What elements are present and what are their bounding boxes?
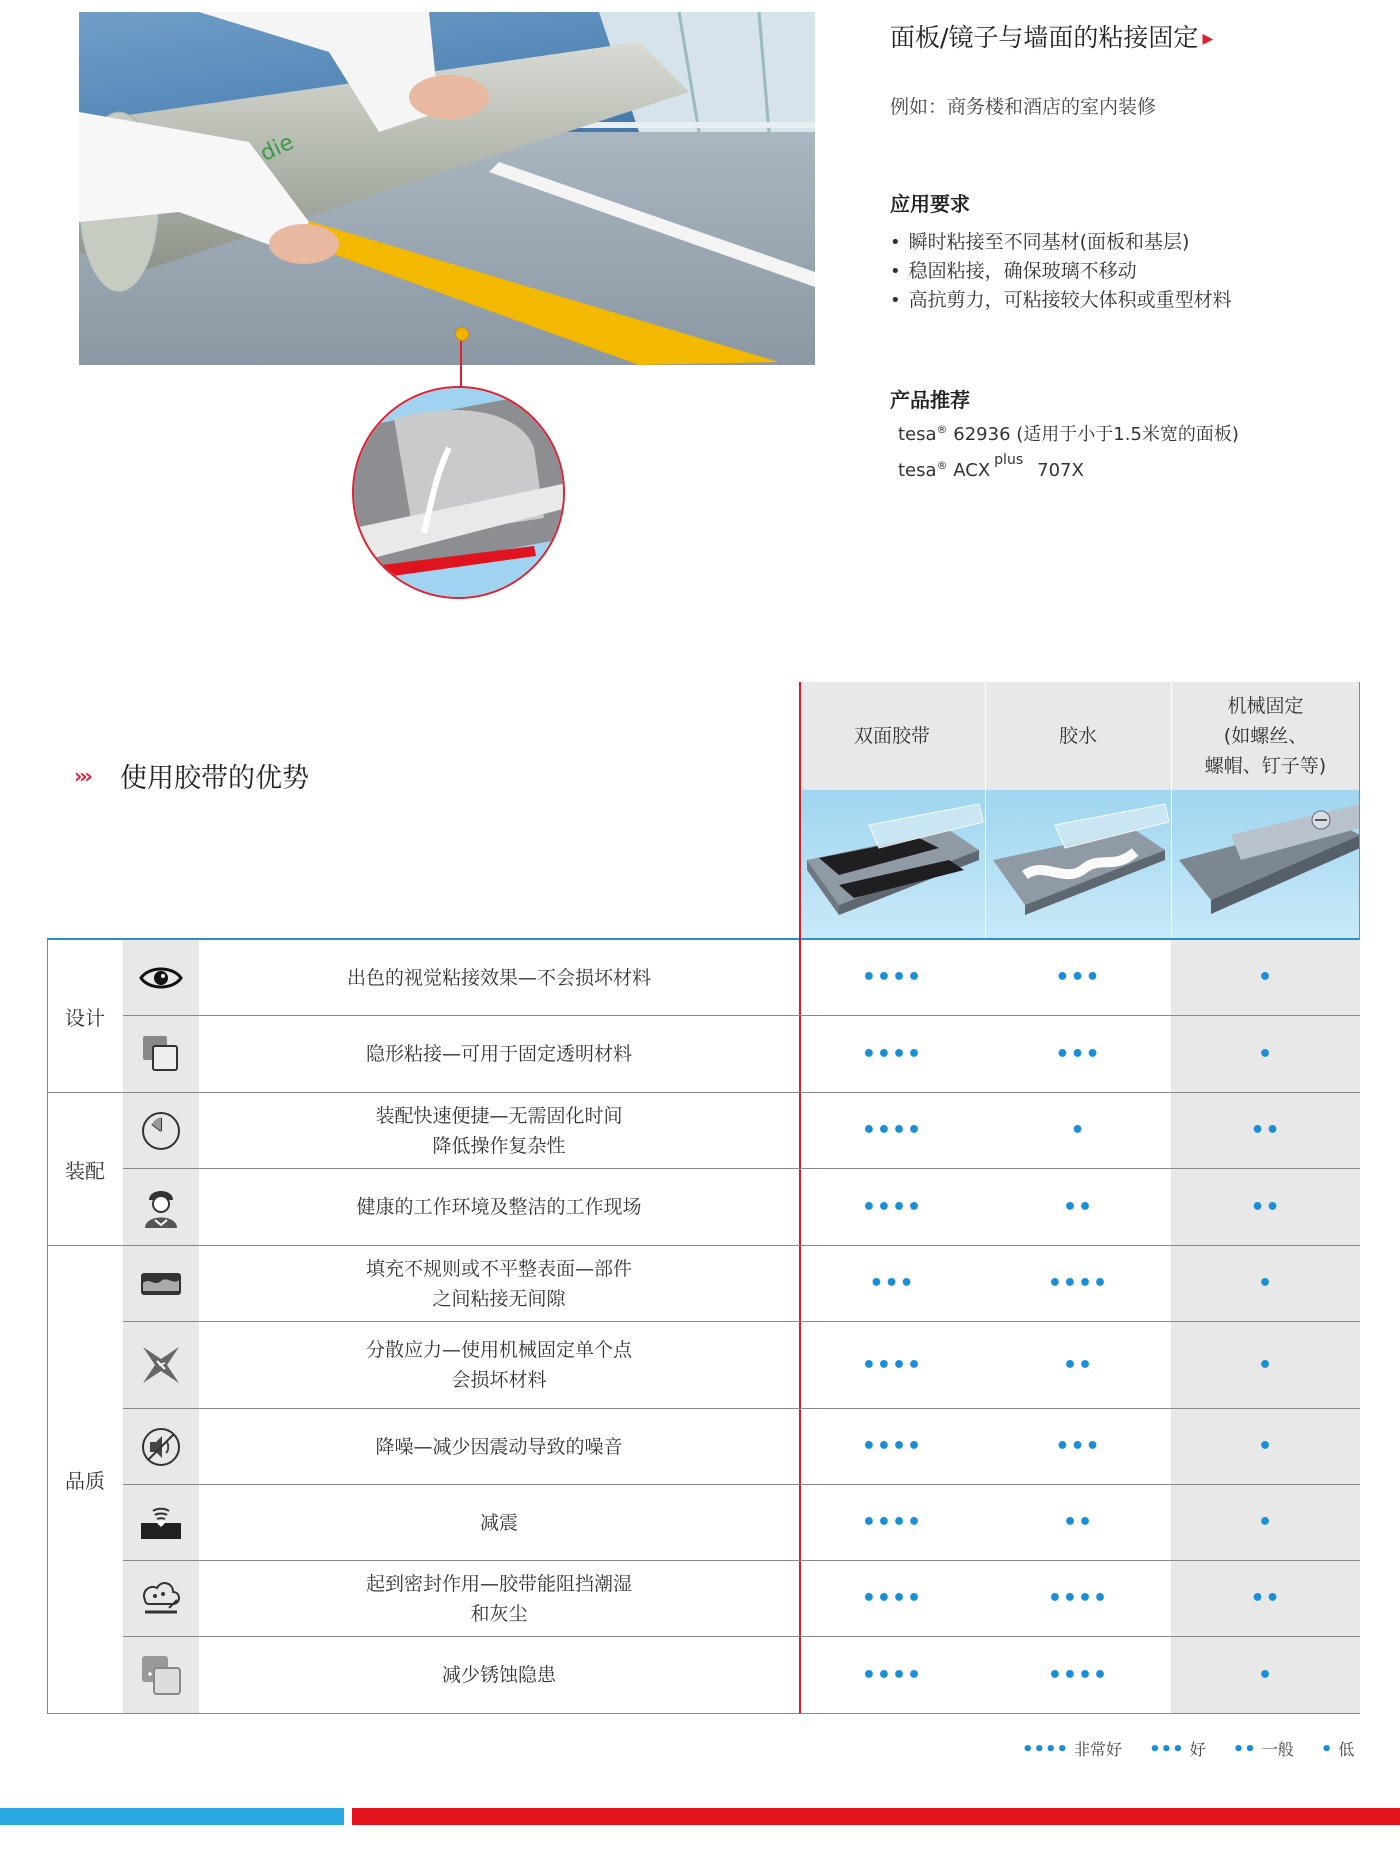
rating-dots: ••• [1055, 965, 1101, 990]
legend-dots: • [1320, 1739, 1333, 1760]
product-item [898, 452, 1084, 481]
rating-dots: •• [1062, 1352, 1094, 1378]
row-description: 隐形粘接—可用于固定透明材料 [365, 1043, 632, 1065]
example-text: 例如：商务楼和酒店的室内装修 [890, 96, 1157, 118]
comparison-table [47, 682, 1360, 1714]
rating-dots: •••• [861, 965, 923, 990]
rating-dots: •• [1171, 1169, 1360, 1245]
worker-icon [123, 1169, 199, 1245]
table-row [47, 1637, 1360, 1713]
rating-dots: • [1171, 1409, 1360, 1484]
column-header-tape: 双面胶带 [799, 682, 985, 790]
page-heading [890, 18, 1213, 54]
callout-dot [455, 327, 469, 341]
table-row [47, 1485, 1360, 1560]
legend-item [1321, 1740, 1355, 1759]
product-code: 707X [1037, 460, 1084, 481]
footer-bar-red [352, 1808, 1400, 1825]
rating-dots: • [1171, 1246, 1360, 1321]
legend-dots: ••• [1149, 1739, 1184, 1760]
rating-dots: • [1171, 940, 1360, 1015]
rating-dots: •••• [861, 1352, 923, 1378]
row-description: 减少锈蚀隐患 [441, 1664, 556, 1686]
product-plus: plus [994, 452, 1024, 468]
column-header-glue: 胶水 [985, 682, 1171, 790]
legend-dots: •• [1232, 1739, 1256, 1760]
legend-item [1022, 1740, 1122, 1759]
table-row [47, 940, 1360, 1015]
column-header-mechanical: 机械固定 (如螺丝、 螺帽、钉子等) [1171, 682, 1360, 790]
corrosion-icon [123, 1637, 199, 1713]
legend-label: 非常好 [1074, 1740, 1123, 1759]
clock-icon [123, 1093, 199, 1168]
rating-dots: • [1171, 1322, 1360, 1408]
header-separator [1171, 682, 1172, 938]
glue-illustration [985, 790, 1171, 938]
application-photo [79, 12, 815, 365]
triple-chevron-icon: ››› [74, 764, 90, 788]
rating-dots: •••• [861, 1586, 923, 1611]
rating-dots: •• [1062, 1194, 1094, 1220]
row-description: 起到密封作用—胶带能阻挡潮湿 和灰尘 [365, 1572, 632, 1625]
products-title: 产品推荐 [890, 388, 970, 412]
rating-dots: •••• [861, 1662, 923, 1688]
uneven-surface-icon [123, 1246, 199, 1321]
rating-dots: ••• [869, 1271, 915, 1296]
rating-dots: •• [1171, 1561, 1360, 1636]
table-row [47, 1409, 1360, 1484]
sealing-icon [123, 1561, 199, 1636]
product-name: 62936 (适用于小于1.5米宽的面板) [947, 424, 1239, 445]
rating-dots: •• [1171, 1093, 1360, 1168]
table-row [47, 1169, 1360, 1245]
product-brand: tesa [898, 424, 937, 445]
row-description: 减震 [479, 1511, 518, 1534]
tape-illustration [799, 790, 985, 938]
rating-dots: ••• [1055, 1434, 1101, 1459]
footer-bar-blue [0, 1808, 344, 1825]
requirements-title: 应用要求 [890, 192, 970, 216]
noise-reduction-icon [123, 1409, 199, 1484]
row-description: 健康的工作环境及整洁的工作现场 [356, 1196, 642, 1218]
rating-dots: • [1171, 1637, 1360, 1713]
rating-dots: •• [1062, 1510, 1094, 1535]
requirement-item: • 稳固粘接，确保玻璃不移动 [890, 257, 1232, 286]
rating-legend [1000, 1737, 1354, 1760]
category-design: 设计 [65, 1005, 105, 1030]
rating-dots: •••• [1047, 1662, 1109, 1688]
header-separator [985, 682, 986, 938]
table-row [47, 1561, 1360, 1636]
legend-dots: •••• [1022, 1739, 1069, 1760]
rating-dots: •••• [861, 1510, 923, 1535]
row-description: 装配快速便捷—无需固化时间 降低操作复杂性 [375, 1104, 623, 1157]
heading-text: 面板/镜子与墙面的粘接固定 [890, 23, 1199, 52]
damping-icon [123, 1485, 199, 1560]
rating-dots: •••• [861, 1434, 923, 1459]
requirement-item: • 瞬时粘接至不同基材(面板和基层) [890, 228, 1232, 257]
rating-dots: •••• [861, 1118, 923, 1143]
tape-detail-magnifier [352, 386, 565, 599]
category-assembly: 装配 [65, 1158, 105, 1183]
table-row [47, 1093, 1360, 1168]
rating-dots: • [1171, 1485, 1360, 1560]
table-row [47, 1322, 1360, 1408]
legend-label: 低 [1338, 1740, 1355, 1759]
overlap-squares-icon [123, 1016, 199, 1092]
legend-item [1149, 1740, 1206, 1759]
rating-dots: ••• [1055, 1041, 1101, 1067]
legend-label: 好 [1189, 1740, 1206, 1759]
mechanical-illustration [1171, 790, 1360, 938]
rating-dots: • [1171, 1016, 1360, 1092]
row-description: 降噪—减少因震动导致的噪音 [375, 1435, 623, 1458]
table-row [47, 1246, 1360, 1321]
row-description: 分散应力—使用机械固定单个点 会损坏材料 [365, 1339, 632, 1391]
registered-mark: ® [936, 423, 948, 436]
legend-item [1233, 1740, 1294, 1759]
eye-icon [123, 940, 199, 1015]
row-separator [123, 1713, 1360, 1714]
advantages-title: 使用胶带的优势 [120, 763, 309, 794]
rating-dots: •••• [1047, 1586, 1109, 1611]
product-item [898, 420, 1239, 446]
legend-label: 一般 [1261, 1740, 1294, 1759]
row-description: 出色的视觉粘接效果—不会损坏材料 [346, 966, 651, 989]
rating-dots: •••• [861, 1041, 923, 1067]
stress-distribution-icon [123, 1322, 199, 1408]
requirement-item: • 高抗剪力，可粘接较大体积或重型材料 [890, 286, 1232, 315]
product-brand: tesa [898, 460, 937, 481]
category-quality: 品质 [65, 1469, 105, 1493]
product-name: ACX [947, 460, 991, 481]
rating-dots: •••• [1047, 1271, 1109, 1296]
rating-dots: •••• [861, 1194, 923, 1220]
registered-mark: ® [936, 459, 948, 472]
rating-dots: • [1070, 1118, 1086, 1143]
triangle-right-icon: ▶ [1202, 31, 1214, 47]
table-row [47, 1016, 1360, 1092]
row-description: 填充不规则或不平整表面—部件 之间粘接无间隙 [365, 1257, 632, 1310]
requirements-list [890, 228, 1232, 315]
